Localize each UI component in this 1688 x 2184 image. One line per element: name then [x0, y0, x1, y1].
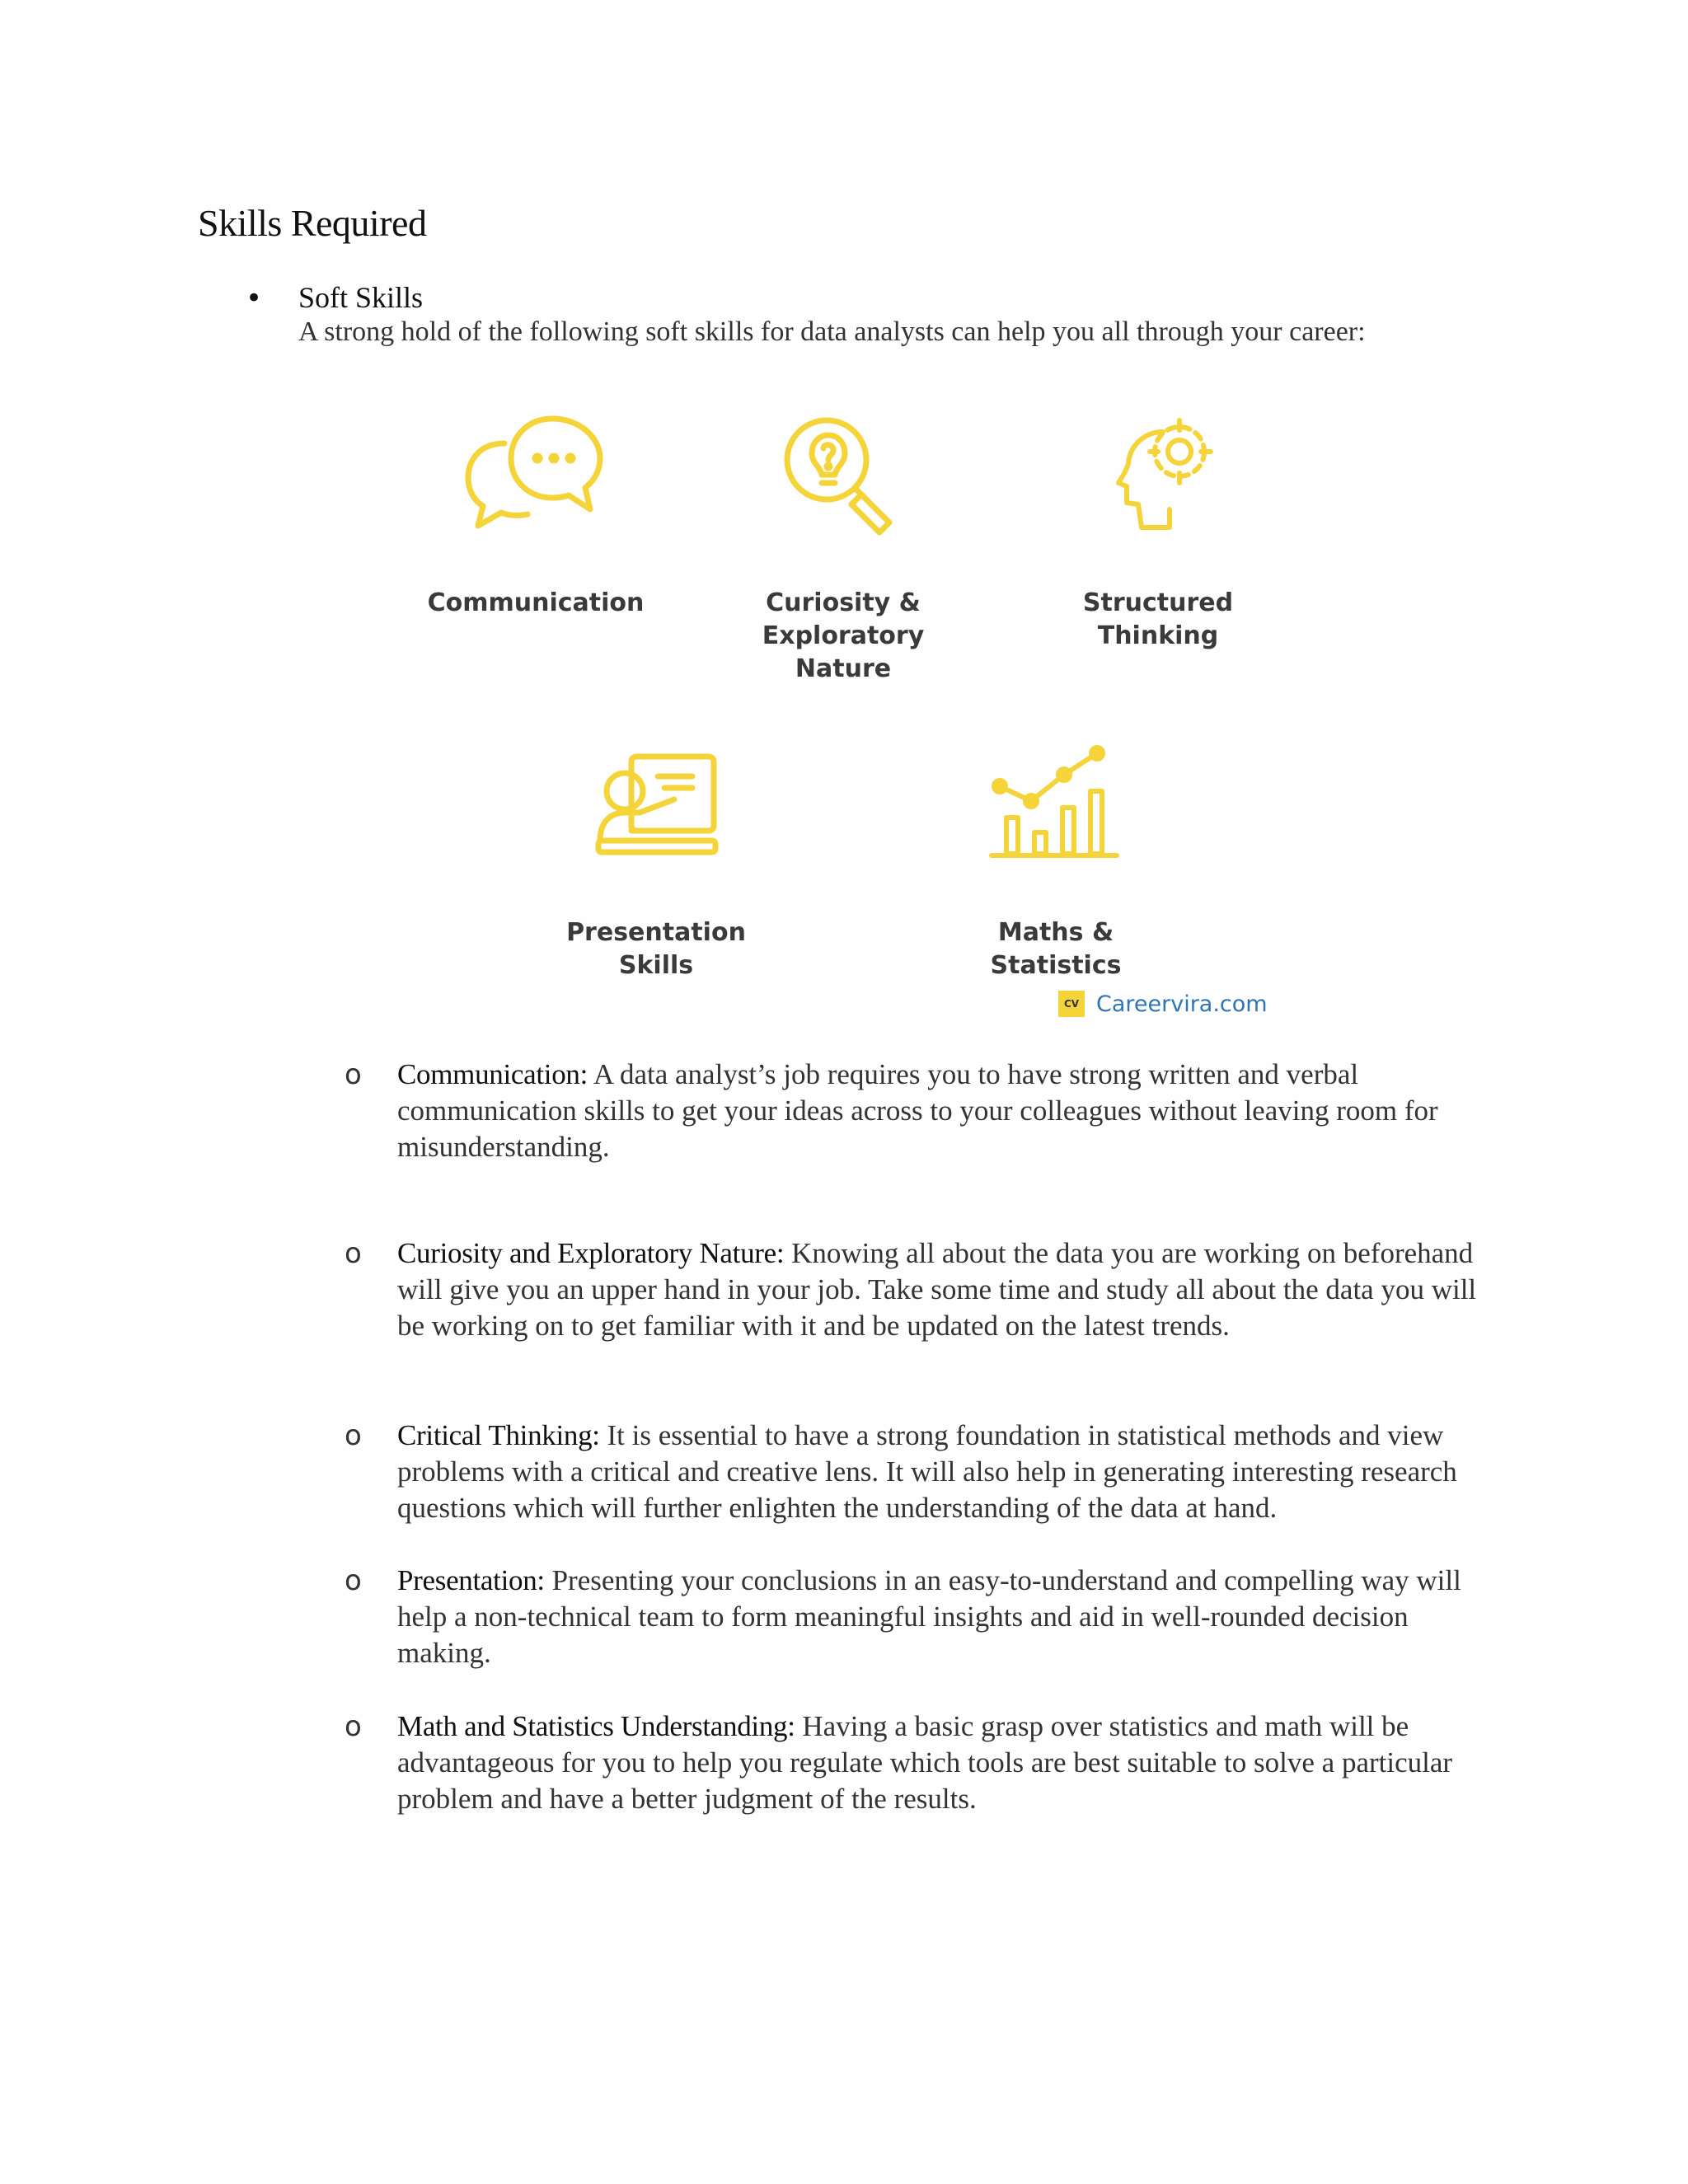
- skill-card-structured-thinking: [1034, 412, 1282, 653]
- list-marker: o: [345, 1237, 362, 1270]
- careervira-logo: CV: [1058, 991, 1085, 1017]
- list-marker: o: [345, 1710, 362, 1743]
- list-marker: o: [345, 1419, 362, 1452]
- item-title: Critical Thinking:: [397, 1419, 600, 1451]
- item-body: It is essential to have a strong foundation in statistical methods and view problems with a critical and creative lens. It will also help in generating interesting research questions which will further enlighten the understanding of the data at hand.: [397, 1419, 1457, 1524]
- item-title: Presentation:: [397, 1564, 545, 1596]
- item-title: Math and Statistics Understanding:: [397, 1710, 795, 1742]
- skill-card-communication: [412, 412, 659, 620]
- item-title: Communication:: [397, 1058, 588, 1090]
- intro-text: A strong hold of the following soft skills for data analysts can help you all through your career:: [298, 316, 1366, 347]
- list-item-text: [397, 1235, 1493, 1344]
- chat-bubbles-icon: [412, 412, 659, 536]
- bullet-marker: •: [246, 282, 263, 315]
- head-gear-icon: [1034, 412, 1282, 536]
- item-body: Knowing all about the data you are working on beforehand will give you an upper hand in your job. Take some time and study all about the data you will be working on to get familiar with it and be updated on the latest trends.: [397, 1237, 1477, 1342]
- item-body: Presenting your conclusions in an easy-to-understand and compelling way will help a non-technical team to form meaningful insights and aid in well-rounded decision making.: [397, 1564, 1461, 1669]
- item-title: Curiosity and Exploratory Nature:: [397, 1237, 785, 1269]
- skill-label-maths: Maths & Statistics: [990, 918, 1122, 980]
- careervira-brand: [1058, 991, 1268, 1017]
- list-item-text: [397, 1563, 1493, 1671]
- list-marker: o: [345, 1058, 362, 1091]
- list-item-text: [397, 1418, 1493, 1526]
- chart-trend-icon: [932, 742, 1179, 865]
- skill-card-curiosity: [720, 412, 967, 686]
- skill-label-curiosity: Curiosity & Exploratory Nature: [762, 588, 925, 683]
- soft-skills-figure: [0, 0, 1688, 1038]
- presenter-board-icon: [532, 742, 780, 865]
- page-title: Skills Required: [198, 202, 427, 244]
- list-marker: o: [345, 1564, 362, 1597]
- skill-label-presentation: Presentation Skills: [566, 918, 746, 980]
- soft-skills-title: Soft Skills: [298, 281, 424, 314]
- item-body: Having a basic grasp over statistics and math will be advantageous for you to help you regulate which tools are best suitable to solve a particular problem and have a better judgment of the results.: [397, 1710, 1453, 1815]
- item-body: A data analyst’s job requires you to have strong written and verbal communication skills to get your ideas across to your colleagues without leaving room for misunderstanding.: [397, 1058, 1438, 1163]
- lightbulb-magnifier-icon: [720, 412, 967, 536]
- skill-card-maths: [932, 742, 1179, 982]
- careervira-text: Careervira.com: [1096, 991, 1268, 1017]
- skill-card-presentation: [532, 742, 780, 982]
- skill-label-communication: Communication: [427, 588, 645, 617]
- list-item-text: [397, 1708, 1493, 1817]
- skill-label-structured-thinking: Structured Thinking: [1082, 588, 1234, 650]
- list-item-text: [397, 1057, 1493, 1165]
